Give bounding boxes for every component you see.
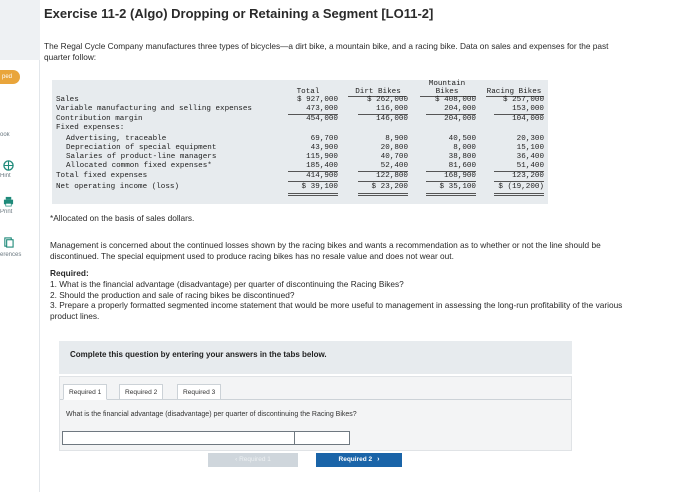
prev-button[interactable] (208, 453, 298, 467)
tab-required-2[interactable]: Required 2 (119, 384, 163, 400)
cell-mountain: 168,900 (444, 172, 476, 180)
cell-dirt: 52,400 (380, 162, 408, 170)
hint-icon (3, 160, 14, 171)
row-label: Variable manufacturing and selling expenses (56, 105, 252, 113)
cell-racing: 153,000 (512, 105, 544, 113)
page-title: Exercise 11-2 (Algo) Dropping or Retaining a Segment [LO11-2] (44, 6, 434, 21)
cell-racing: $ (19,200) (498, 183, 544, 191)
cell-racing: $ 257,000 (502, 96, 544, 104)
table-row (52, 162, 548, 171)
cell-mountain: $ 408,000 (434, 96, 476, 104)
table-row (52, 183, 548, 192)
references-icon (3, 237, 14, 248)
cell-dirt: 8,900 (385, 135, 408, 143)
answer-row (62, 431, 350, 445)
cell-total: $ 39,100 (301, 183, 338, 191)
required-item: 3. Prepare a properly formatted segmented income statement that would be more useful to management in assessing the long-run profitability of the various product lines. (50, 300, 623, 321)
cell-mountain: $ 35,100 (439, 183, 476, 191)
answer-input[interactable] (296, 432, 349, 444)
instructions-box (59, 341, 572, 374)
underline-mountain-3 (426, 181, 476, 182)
cell-total: 454,000 (306, 115, 338, 123)
cell-total: 43,900 (310, 144, 338, 152)
cell-racing: 51,400 (516, 162, 544, 170)
table-row (52, 153, 548, 162)
row-label: Net operating income (loss) (56, 183, 180, 191)
tab-required-1[interactable]: Required 1 (63, 384, 107, 400)
row-label: Sales (56, 96, 79, 104)
cell-mountain: 81,600 (448, 162, 476, 170)
ebook-label: ook (0, 132, 10, 138)
col-header-mountain-line1: Mountain (428, 80, 466, 88)
table-row (52, 172, 548, 181)
table-row (52, 115, 548, 124)
double-underline-dirt (358, 193, 408, 194)
table-row (52, 144, 548, 153)
required-heading: Required: (50, 268, 89, 278)
cell-total: 414,900 (306, 172, 338, 180)
col-header-dirt: Dirt Bikes (355, 88, 401, 96)
cell-total: 115,900 (306, 153, 338, 161)
cell-racing: 20,300 (516, 135, 544, 143)
double-underline-dirt-b (358, 195, 408, 196)
cell-total: 185,400 (306, 162, 338, 170)
table-row (52, 124, 548, 133)
checked-tab[interactable]: ped (0, 70, 20, 84)
table-row (52, 105, 548, 114)
underline-total-3 (288, 181, 338, 182)
row-label: Depreciation of special equipment (66, 144, 217, 152)
references-label: erences (0, 252, 22, 258)
footnote: *Allocated on the basis of sales dollars. (50, 213, 195, 223)
answer-tabs-panel (59, 376, 572, 451)
table-row (52, 96, 548, 105)
underline-dirt-3 (358, 181, 408, 182)
cell-total: $ 927,000 (296, 96, 338, 104)
print-label: Print (0, 209, 13, 215)
cell-mountain: 204,000 (444, 105, 476, 113)
left-toolbar (0, 0, 40, 492)
cell-dirt: $ 23,200 (371, 183, 408, 191)
row-label: Allocated common fixed expenses* (66, 162, 212, 170)
col-header-mountain-line2: Bikes (435, 88, 459, 96)
underline-racing-3 (494, 181, 544, 182)
hint-label: Hint (0, 173, 11, 179)
cell-racing: 36,400 (516, 153, 544, 161)
cell-dirt: 20,800 (380, 144, 408, 152)
double-underline-total-b (288, 195, 338, 196)
cell-dirt: 122,800 (376, 172, 408, 180)
cell-dirt: $ 262,000 (366, 96, 408, 104)
row-label: Fixed expenses: (56, 124, 125, 132)
question-text: What is the financial advantage (disadvantage) per quarter of discontinuing the Racing Bikes? (66, 411, 357, 418)
tab-required-3[interactable]: Required 3 (177, 384, 221, 400)
cell-racing: 104,000 (512, 115, 544, 123)
cell-racing: 15,100 (516, 144, 544, 152)
double-underline-racing-b (494, 195, 544, 196)
intro-text: The Regal Cycle Company manufactures three types of bicycles—a dirt bike, a mountain bike, and a racing bike. Data on sales and expenses for the past quarter follow: (44, 41, 609, 62)
row-label: Salaries of product-line managers (66, 153, 217, 161)
col-header-total: Total (296, 88, 320, 96)
double-underline-total (288, 193, 338, 194)
chevron-left-icon: ‹ (235, 456, 238, 463)
cell-mountain: 8,000 (453, 144, 476, 152)
double-underline-mountain-b (426, 195, 476, 196)
next-button-label: Required 2 (338, 456, 373, 463)
required-item: 2. Should the production and sale of racing bikes be discontinued? (50, 289, 295, 300)
cell-dirt: 146,000 (376, 115, 408, 123)
management-text: Management is concerned about the continued losses shown by the racing bikes and wants a recommendation as to whether or not the line should be discontinued. The special equipment used to produce racing bikes has no resale value and does not wear out. (50, 240, 601, 261)
chevron-right-icon: › (377, 456, 380, 463)
row-label: Total fixed expenses (56, 172, 148, 180)
required-list (50, 279, 625, 321)
double-underline-mountain (426, 193, 476, 194)
income-statement-table (52, 80, 548, 204)
left-strip-header (0, 0, 40, 60)
prev-button-label: Required 1 (239, 456, 271, 463)
cell-dirt: 116,000 (376, 105, 408, 113)
instructions-text: Complete this question by entering your answers in the tabs below. (70, 350, 327, 359)
print-icon (3, 196, 14, 207)
double-underline-racing (494, 193, 544, 194)
answer-label-cell (63, 432, 295, 444)
next-button[interactable] (316, 453, 402, 467)
row-label: Contribution margin (56, 115, 143, 123)
required-item: 1. What is the financial advantage (disadvantage) per quarter of discontinuing the Racing Bikes? (50, 279, 404, 289)
cell-mountain: 38,800 (448, 153, 476, 161)
table-row (52, 135, 548, 144)
cell-dirt: 40,700 (380, 153, 408, 161)
cell-mountain: 40,500 (448, 135, 476, 143)
col-header-racing: Racing Bikes (486, 88, 542, 96)
cell-total: 473,000 (306, 105, 338, 113)
row-label: Advertising, traceable (66, 135, 167, 143)
cell-racing: 123,200 (512, 172, 544, 180)
cell-total: 69,700 (310, 135, 338, 143)
cell-mountain: 204,000 (444, 115, 476, 123)
